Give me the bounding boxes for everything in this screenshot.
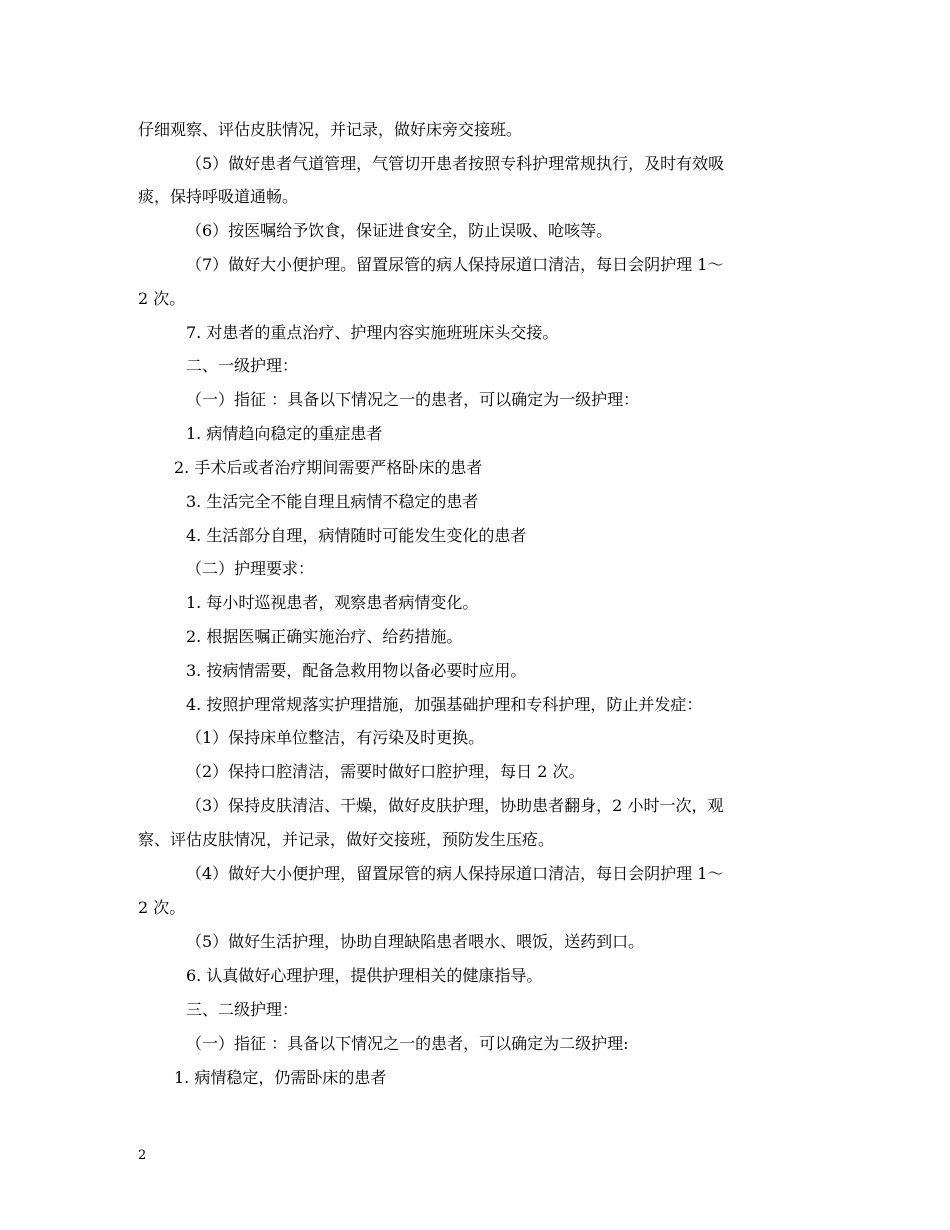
- section-heading: 三、二级护理：: [186, 1000, 299, 1019]
- list-item: 4. 按照护理常规落实护理措施，加强基础护理和专科护理，防止并发症：: [186, 695, 703, 714]
- text-line: 2 次。: [138, 898, 186, 917]
- list-item: 3. 生活完全不能自理且病情不稳定的患者: [186, 492, 479, 511]
- list-item: （5）做好生活护理，协助自理缺陷患者喂水、喂饭，送药到口。: [186, 932, 645, 951]
- list-item: 2. 根据医嘱正确实施治疗、给药措施。: [186, 627, 463, 646]
- list-item: （1）保持床单位整洁，有污染及时更换。: [186, 728, 485, 747]
- subsection-heading: （一）指征 ：具备以下情况之一的患者，可以确定为一级护理：: [186, 390, 640, 409]
- list-item: （2）保持口腔清洁，需要时做好口腔护理，每日 2 次。: [186, 762, 585, 781]
- subsection-heading: （二）护理要求：: [186, 559, 315, 578]
- text-line: 痰，保持呼吸道通畅。: [138, 187, 299, 206]
- list-item: 1. 每小时巡视患者，观察患者病情变化。: [186, 593, 479, 612]
- text-line: （6）按医嘱给予饮食，保证进食安全，防止误吸、呛咳等。: [186, 221, 613, 240]
- list-item: 6. 认真做好心理护理，提供护理相关的健康指导。: [186, 966, 543, 985]
- text-line: 察、评估皮肤情况，并记录，做好交接班，预防发生压疮。: [138, 830, 555, 849]
- text-line: 仔细观察、评估皮肤情况，并记录，做好床旁交接班。: [138, 120, 523, 139]
- text-line: 2 次。: [138, 289, 186, 308]
- text-line: （7）做好大小便护理。留置尿管的病人保持尿道口清洁，每日会阴护理 1～: [186, 255, 724, 274]
- text-line: 7. 对患者的重点治疗、护理内容实施班班床头交接。: [186, 323, 559, 342]
- list-item: 1. 病情趋向稳定的重症患者: [186, 424, 383, 443]
- list-item: 4. 生活部分自理，病情随时可能发生变化的患者: [186, 526, 527, 545]
- text-line: （5）做好患者气道管理，气管切开患者按照专科护理常规执行，及时有效吸: [186, 154, 725, 173]
- section-heading: 二、一级护理：: [186, 356, 299, 375]
- list-item: （3）保持皮肤清洁、干燥，做好皮肤护理，协助患者翻身，2 小时一次，观: [186, 796, 724, 815]
- list-item: 2. 手术后或者治疗期间需要严格卧床的患者: [174, 458, 483, 477]
- list-item: 1. 病情稳定，仍需卧床的患者: [174, 1068, 387, 1087]
- list-item: （4）做好大小便护理，留置尿管的病人保持尿道口清洁，每日会阴护理 1～: [186, 864, 724, 883]
- subsection-heading: （一）指征 ：具备以下情况之一的患者，可以确定为二级护理:: [186, 1034, 629, 1053]
- page-number: 2: [138, 1148, 147, 1163]
- list-item: 3. 按病情需要，配备急救用物以备必要时应用。: [186, 661, 527, 680]
